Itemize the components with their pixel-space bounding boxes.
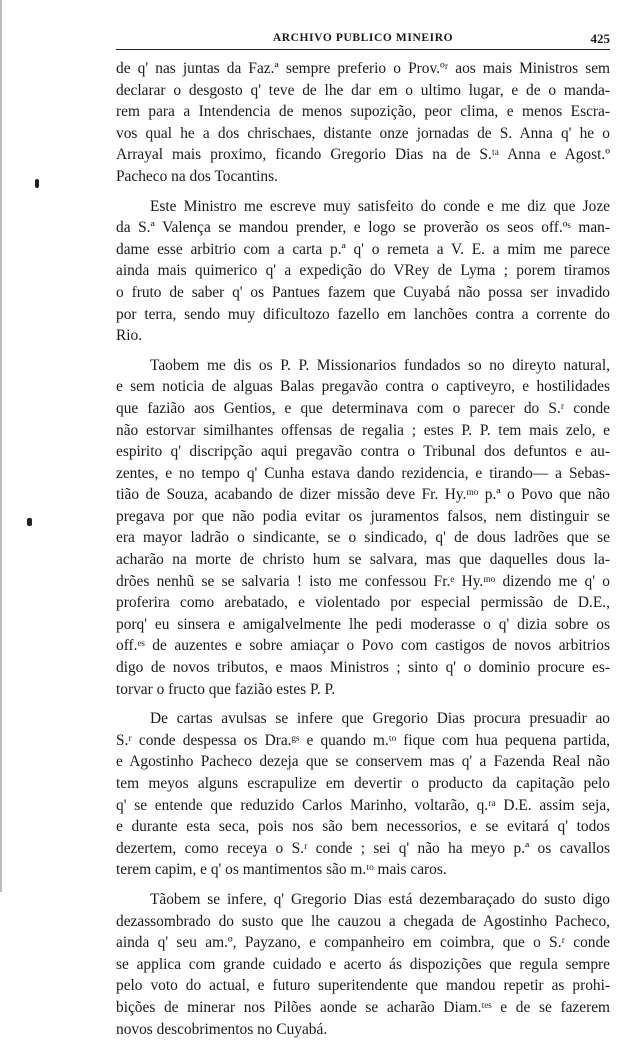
- text-line: S.ʳ conde despessa os Dra.ᵍˢ e quando m.ᵗᵒ fique com hua pequena partida,: [116, 731, 610, 749]
- text-line: que fazião aos Gentios, e que determinava com o parecer do S.ʳ conde: [116, 399, 610, 417]
- text-line: ainda mais quimerico q' a expedição do VRey de Lyma ; porem tiramos: [116, 262, 610, 280]
- text-line: Pacheco na dos Tocantins.: [116, 167, 278, 185]
- page-number: 425: [590, 31, 610, 46]
- text-line: proferira como arebatado, e violentado por especial permissão de D.E.,: [116, 594, 610, 612]
- text-line: rem para a Intendencia de menos supozição, peor clima, e menos Escra-: [116, 103, 610, 121]
- paragraph: [116, 355, 610, 701]
- text-line: Tãobem se infere, q' Gregorio Dias está dezembaraçado do susto digo: [150, 890, 610, 908]
- paragraph: [116, 58, 610, 188]
- paragraph: [116, 889, 610, 1040]
- text-line: torvar o fructo que fazião estes P. P.: [116, 680, 336, 698]
- text-line: da S.ª Valença se mandou prender, e logo se proverão os seos off.ºˢ man-: [116, 219, 610, 237]
- text-line: era mayor ladrão o sindicante, se o sindicado, q' de dous ladrões que se: [116, 529, 610, 547]
- text-line: q' se entende que reduzido Carlos Marinho, voltarão, q.ʳᵃ D.E. assim seja,: [116, 796, 610, 814]
- text-line: espirito q' discripção aqui pregavão contra o Tribunal dos defuntos e au-: [116, 443, 610, 461]
- text-line: pregava por que não podia evitar os juramentos falsos, nem distinguir se: [116, 507, 610, 525]
- header-title: ARCHIVO PUBLICO MINEIRO: [272, 32, 454, 44]
- text-line: declarar o desgosto q' teve de lhe dar em o ultimo lugar, e de o manda-: [116, 81, 610, 99]
- header-rule: [116, 49, 610, 50]
- text-line: bições de minerar nos Pilões aonde se acharão Diam.ᵗᵉˢ e de se fazerem: [116, 998, 610, 1016]
- text-line: se applica com grande cuidado e acerto ás dispozições que regula sempre: [116, 955, 610, 973]
- margin-mark: [27, 518, 32, 526]
- text-line: dame esse arbitrio com a carta p.ª q' o remeta a V. E. a mim me parece: [116, 240, 610, 258]
- text-line: acharão na morte de christo hum se salvara, mas que daquelles dous la-: [116, 551, 610, 569]
- text-line: Arrayal mais proximo, ficando Gregorio Dias na de S.ᵗᵃ Anna e Agost.º: [116, 146, 610, 164]
- text-line: pelo voto do actual, e futuro superitendente que mandou repetir as prohi-: [116, 977, 610, 995]
- text-line: dezertem, como receya o S.ʳ conde ; sei q' não ha meyo p.ª os cavallos: [116, 839, 610, 857]
- text-line: Este Ministro me escreve muy satisfeito do conde e me diz que Joze: [150, 197, 610, 215]
- scan-edge: [0, 0, 2, 892]
- text-line: o fruto de saber q' os Pantues fazem que Cuyabá não possa ser invadido: [116, 283, 610, 301]
- text-line: Taobem me dis os P. P. Missionarios fundados so no direyto natural,: [150, 356, 610, 374]
- text-line: ainda q' seu am.º, Payzano, e companheiro em coimbra, que o S.ʳ conde: [116, 934, 610, 952]
- text-line: vos qual he a dos chrischaes, distante onze jornadas de S. Anna q' he o: [116, 124, 610, 142]
- text-line: Rio.: [116, 327, 143, 345]
- text-line: De cartas avulsas se infere que Gregorio Dias procura presuadir ao: [150, 710, 610, 728]
- margin-mark: [35, 179, 39, 188]
- text-line: off.ᵉˢ de auzentes e sobre amiaçar o Povo com castigos de novos arbitrios: [116, 637, 610, 655]
- text-line: de q' nas juntas da Faz.ª sempre preferio o Prov.ºʳ aos mais Ministros sem: [116, 60, 610, 77]
- text-line: zentes, e no tempo q' Cunha estava dando rezidencia, e tirando— a Sebas-: [116, 464, 610, 482]
- text-line: por terra, sendo muy dificultozo fazello em lanchões contra a corrente do: [116, 305, 610, 323]
- body-text: [116, 58, 610, 1040]
- text-line: tião de Souza, acabando de dizer missão deve Fr. Hy.ᵐᵒ p.ª o Povo que não: [116, 486, 610, 504]
- text-line: e sem noticia de alguas Balas pregavão contra o captiveyro, e hostilidades: [116, 378, 610, 396]
- paragraph: [116, 196, 610, 347]
- text-line: e Agostinho Pacheco dezeja que se conservem mas q' a Fazenda Real não: [116, 753, 610, 771]
- paragraph: [116, 708, 610, 881]
- text-line: não estorvar similhantes offensas de regalia ; estes P. P. tem mais zelo, e: [116, 421, 610, 439]
- text-line: e durante esta seca, pois nos são bem necessorios, e se evitará q' todos: [116, 818, 610, 836]
- text-line: porq' eu sinsera e amigalvelmente lhe pedi moderasse o q' dizia sobre os: [116, 615, 610, 633]
- text-line: drões nenhũ se se salvaria ! isto me confessou Fr.ᵉ Hy.ᵐᵒ dizendo me q' o: [116, 572, 610, 590]
- text-line: novos descobrimentos no Cuyabá.: [116, 1020, 328, 1038]
- text-line: tem meyos alguns escrapulize em devertir o producto da capitação pelo: [116, 775, 610, 792]
- text-line: terem capim, e q' os mantimentos são m.ᵗᵒ mais caros.: [116, 861, 447, 879]
- text-line: digo de novos tributos, e maos Ministros ; sinto q' o dominio procure es-: [116, 659, 610, 677]
- text-line: dezassombrado do susto que lhe cauzou a chegada de Agostinho Pacheco,: [116, 912, 610, 930]
